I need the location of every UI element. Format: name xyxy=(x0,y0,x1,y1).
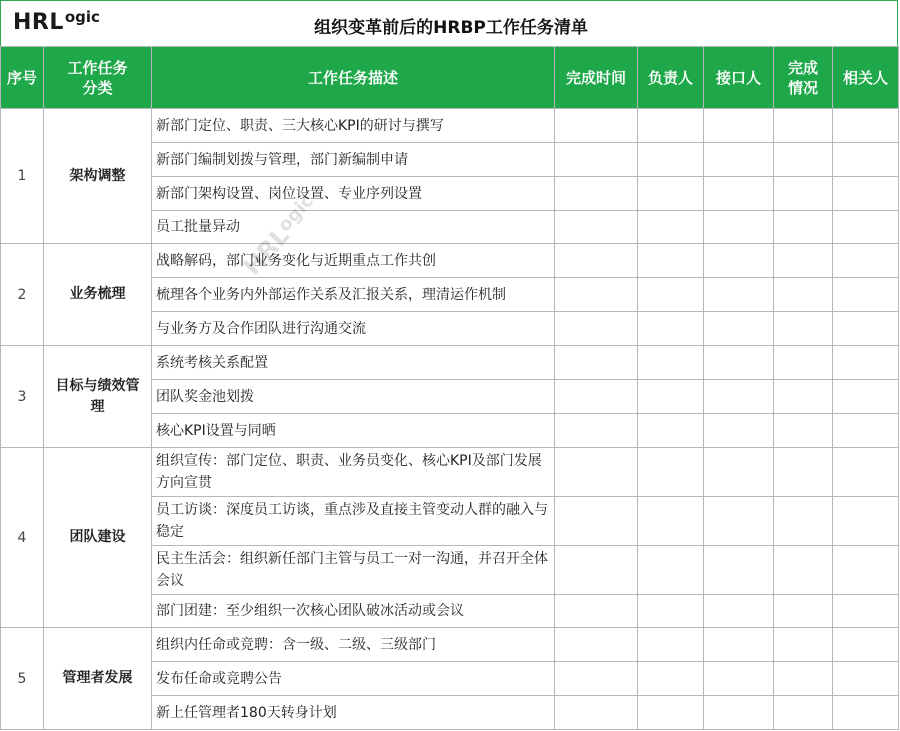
task-description: 部门团建：至少组织一次核心团队破冰活动或会议 xyxy=(152,595,555,628)
owner-cell[interactable] xyxy=(638,628,704,662)
due-cell[interactable] xyxy=(555,497,638,546)
hrlogic-logo xyxy=(13,10,100,35)
task-description: 与业务方及合作团队进行沟通交流 xyxy=(152,312,555,346)
contact-cell[interactable] xyxy=(704,380,774,414)
table-row xyxy=(1,448,899,497)
status-cell[interactable] xyxy=(774,177,833,211)
contact-cell[interactable] xyxy=(704,109,774,143)
task-description: 系统考核关系配置 xyxy=(152,346,555,380)
status-cell[interactable] xyxy=(774,595,833,628)
owner-cell[interactable] xyxy=(638,448,704,497)
owner-cell[interactable] xyxy=(638,346,704,380)
owner-cell[interactable] xyxy=(638,109,704,143)
contact-cell[interactable] xyxy=(704,177,774,211)
status-cell[interactable] xyxy=(774,244,833,278)
row-category: 业务梳理 xyxy=(44,244,152,346)
header-status: 完成情况 xyxy=(774,47,833,109)
due-cell[interactable] xyxy=(555,448,638,497)
status-cell[interactable] xyxy=(774,628,833,662)
row-category: 架构调整 xyxy=(44,109,152,244)
owner-cell[interactable] xyxy=(638,546,704,595)
due-cell[interactable] xyxy=(555,177,638,211)
row-category: 目标与绩效管理 xyxy=(44,346,152,448)
table-row xyxy=(1,109,899,143)
task-description: 团队奖金池划拨 xyxy=(152,380,555,414)
owner-cell[interactable] xyxy=(638,312,704,346)
related-cell[interactable] xyxy=(833,414,899,448)
owner-cell[interactable] xyxy=(638,497,704,546)
header-contact: 接口人 xyxy=(704,47,774,109)
row-seq: 5 xyxy=(1,628,44,730)
due-cell[interactable] xyxy=(555,696,638,730)
header-due: 完成时间 xyxy=(555,47,638,109)
task-description: 发布任命或竞聘公告 xyxy=(152,662,555,696)
header-owner: 负责人 xyxy=(638,47,704,109)
contact-cell[interactable] xyxy=(704,211,774,244)
table-row xyxy=(1,628,899,662)
related-cell[interactable] xyxy=(833,380,899,414)
due-cell[interactable] xyxy=(555,546,638,595)
contact-cell[interactable] xyxy=(704,448,774,497)
status-cell[interactable] xyxy=(774,109,833,143)
related-cell[interactable] xyxy=(833,211,899,244)
due-cell[interactable] xyxy=(555,312,638,346)
owner-cell[interactable] xyxy=(638,244,704,278)
contact-cell[interactable] xyxy=(704,696,774,730)
due-cell[interactable] xyxy=(555,244,638,278)
due-cell[interactable] xyxy=(555,595,638,628)
task-description: 新上任管理者180天转身计划 xyxy=(152,696,555,730)
contact-cell[interactable] xyxy=(704,143,774,177)
task-description: 新部门定位、职责、三大核心KPI的研讨与撰写 xyxy=(152,109,555,143)
task-description: 梳理各个业务内外部运作关系及汇报关系，理清运作机制 xyxy=(152,278,555,312)
related-cell[interactable] xyxy=(833,177,899,211)
related-cell[interactable] xyxy=(833,546,899,595)
task-table xyxy=(0,46,899,730)
row-seq: 2 xyxy=(1,244,44,346)
table-row xyxy=(1,244,899,278)
related-cell[interactable] xyxy=(833,312,899,346)
contact-cell[interactable] xyxy=(704,414,774,448)
contact-cell[interactable] xyxy=(704,497,774,546)
page-title: 组织变革前后的HRBP工作任务清单 xyxy=(314,18,588,38)
status-cell[interactable] xyxy=(774,546,833,595)
due-cell[interactable] xyxy=(555,628,638,662)
task-description: 员工批量异动 xyxy=(152,211,555,244)
contact-cell[interactable] xyxy=(704,346,774,380)
table-row xyxy=(1,346,899,380)
task-description: 核心KPI设置与同晒 xyxy=(152,414,555,448)
contact-cell[interactable] xyxy=(704,662,774,696)
status-cell[interactable] xyxy=(774,662,833,696)
watermark: $HRL^{ogic}$ xyxy=(238,190,318,281)
status-cell[interactable] xyxy=(774,278,833,312)
owner-cell[interactable] xyxy=(638,278,704,312)
related-cell[interactable] xyxy=(833,662,899,696)
header-row xyxy=(1,47,899,109)
row-seq: 1 xyxy=(1,109,44,244)
owner-cell[interactable] xyxy=(638,143,704,177)
contact-cell[interactable] xyxy=(704,595,774,628)
due-cell[interactable] xyxy=(555,211,638,244)
related-cell[interactable] xyxy=(833,448,899,497)
owner-cell[interactable] xyxy=(638,177,704,211)
status-cell[interactable] xyxy=(774,346,833,380)
due-cell[interactable] xyxy=(555,109,638,143)
related-cell[interactable] xyxy=(833,143,899,177)
contact-cell[interactable] xyxy=(704,278,774,312)
status-cell[interactable] xyxy=(774,448,833,497)
related-cell[interactable] xyxy=(833,628,899,662)
row-category: 团队建设 xyxy=(44,448,152,628)
title-row xyxy=(0,0,898,46)
task-description: 组织宣传：部门定位、职责、业务员变化、核心KPI及部门发展方向宣贯 xyxy=(152,448,555,497)
row-seq: 3 xyxy=(1,346,44,448)
logo-sub: ogic xyxy=(64,8,100,26)
owner-cell[interactable] xyxy=(638,696,704,730)
task-description: 组织内任命或竞聘：含一级、二级、三级部门 xyxy=(152,628,555,662)
status-cell[interactable] xyxy=(774,696,833,730)
row-seq: 4 xyxy=(1,448,44,628)
contact-cell[interactable] xyxy=(704,546,774,595)
header-category: 工作任务分类 xyxy=(44,47,152,109)
owner-cell[interactable] xyxy=(638,414,704,448)
related-cell[interactable] xyxy=(833,109,899,143)
status-cell[interactable] xyxy=(774,143,833,177)
task-description: 员工访谈：深度员工访谈，重点涉及直接主管变动人群的融入与稳定 xyxy=(152,497,555,546)
related-cell[interactable] xyxy=(833,595,899,628)
status-cell[interactable] xyxy=(774,380,833,414)
task-description: 新部门架构设置、岗位设置、专业序列设置 xyxy=(152,177,555,211)
status-cell[interactable] xyxy=(774,312,833,346)
owner-cell[interactable] xyxy=(638,595,704,628)
status-cell[interactable] xyxy=(774,211,833,244)
task-description: 新部门编制划拨与管理，部门新编制申请 xyxy=(152,143,555,177)
owner-cell[interactable] xyxy=(638,662,704,696)
related-cell[interactable] xyxy=(833,278,899,312)
related-cell[interactable] xyxy=(833,497,899,546)
header-seq: 序号 xyxy=(1,47,44,109)
status-cell[interactable] xyxy=(774,414,833,448)
logo-main: HRL xyxy=(13,10,64,35)
contact-cell[interactable] xyxy=(704,628,774,662)
contact-cell[interactable] xyxy=(704,312,774,346)
due-cell[interactable] xyxy=(555,662,638,696)
owner-cell[interactable] xyxy=(638,211,704,244)
due-cell[interactable] xyxy=(555,380,638,414)
header-related: 相关人 xyxy=(833,47,899,109)
row-category: 管理者发展 xyxy=(44,628,152,730)
task-description: 民主生活会：组织新任部门主管与员工一对一沟通，并召开全体会议 xyxy=(152,546,555,595)
related-cell[interactable] xyxy=(833,244,899,278)
contact-cell[interactable] xyxy=(704,244,774,278)
header-description: 工作任务描述 xyxy=(152,47,555,109)
status-cell[interactable] xyxy=(774,497,833,546)
owner-cell[interactable] xyxy=(638,380,704,414)
due-cell[interactable] xyxy=(555,278,638,312)
due-cell[interactable] xyxy=(555,414,638,448)
related-cell[interactable] xyxy=(833,346,899,380)
related-cell[interactable] xyxy=(833,696,899,730)
task-description: 战略解码，部门业务变化与近期重点工作共创 xyxy=(152,244,555,278)
table-body xyxy=(1,109,899,730)
due-cell[interactable] xyxy=(555,346,638,380)
due-cell[interactable] xyxy=(555,143,638,177)
